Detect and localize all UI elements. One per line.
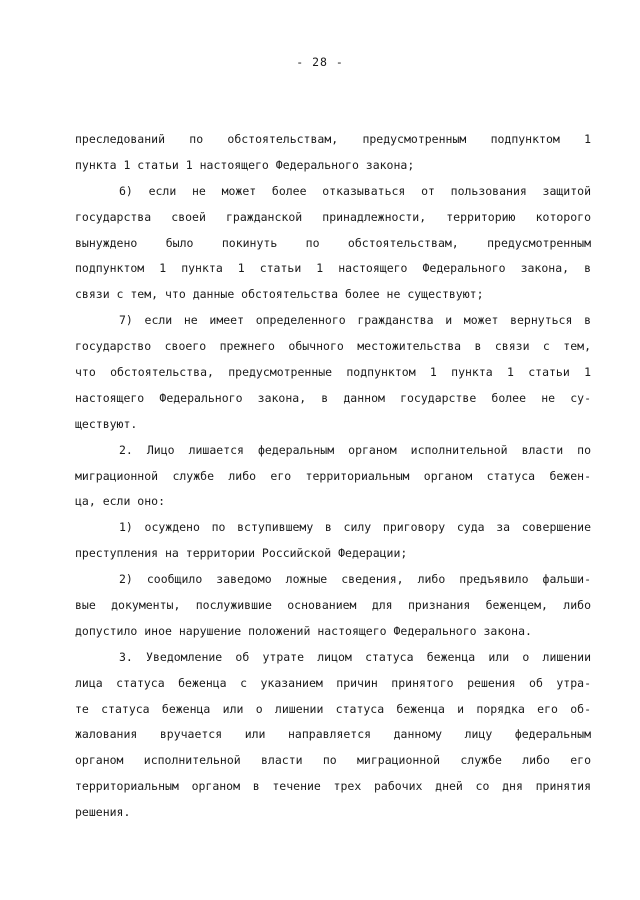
text-line: решения. bbox=[75, 805, 131, 820]
text-line: пункта 1 статьи 1 настоящего Федерального закона; bbox=[75, 157, 415, 172]
text-line: 7) если не имеет определенного гражданства и может вернуться в bbox=[119, 313, 591, 328]
text-line: 2) сообщило заведомо ложные сведения, либо предъявило фальши- bbox=[119, 572, 591, 587]
text-line: подпунктом 1 пункта 1 статьи 1 настоящего Федерального закона, в bbox=[75, 261, 591, 276]
text-line: преступления на территории Российской Федерации; bbox=[75, 546, 408, 561]
text-line: преследований по обстоятельствам, предусмотренным подпунктом 1 bbox=[75, 132, 591, 146]
text-line: что обстоятельства, предусмотренные подпунктом 1 пункта 1 статьи 1 bbox=[75, 365, 591, 380]
document-body bbox=[75, 127, 591, 826]
text-line: жалования вручается или направляется данному лицу федеральным bbox=[75, 727, 591, 742]
text-line: лица статуса беженца с указанием причин принятого решения об утра- bbox=[75, 675, 591, 690]
text-line: миграционной службе либо его территориальным органом статуса бежен- bbox=[75, 468, 591, 483]
text-line: вые документы, послужившие основанием для признания беженцем, либо bbox=[75, 598, 591, 613]
text-line: органом исполнительной власти по миграционной службе либо его bbox=[75, 753, 591, 768]
text-line: 3. Уведомление об утрате лицом статуса беженца или о лишении bbox=[119, 649, 591, 664]
text-line: допустило иное нарушение положений настоящего Федерального закона. bbox=[75, 623, 532, 638]
text-line: вынуждено было покинуть по обстоятельствам, предусмотренным bbox=[75, 235, 591, 250]
text-line: государство своего прежнего обычного местожительства в связи с тем, bbox=[75, 339, 591, 354]
text-line: 1) осуждено по вступившему в силу приговору суда за совершение bbox=[119, 520, 591, 535]
text-line: настоящего Федерального закона, в данном государстве более не су- bbox=[75, 390, 591, 405]
text-line: территориальным органом в течение трех рабочих дней со дня принятия bbox=[75, 779, 591, 794]
page-number: - 28 - bbox=[296, 55, 344, 69]
text-line: ца, если оно: bbox=[75, 494, 166, 509]
text-line: 2. Лицо лишается федеральным органом исполнительной власти по bbox=[119, 442, 591, 457]
text-line: 6) если не может более отказываться от пользования защитой bbox=[119, 183, 591, 198]
text-line: те статуса беженца или о лишении статуса беженца и порядка его об- bbox=[75, 701, 591, 716]
text-line: связи с тем, что данные обстоятельства более не существуют; bbox=[75, 287, 484, 302]
text-line: ществуют. bbox=[75, 416, 138, 431]
text-line: государства своей гражданской принадлежности, территорию которого bbox=[75, 209, 591, 224]
